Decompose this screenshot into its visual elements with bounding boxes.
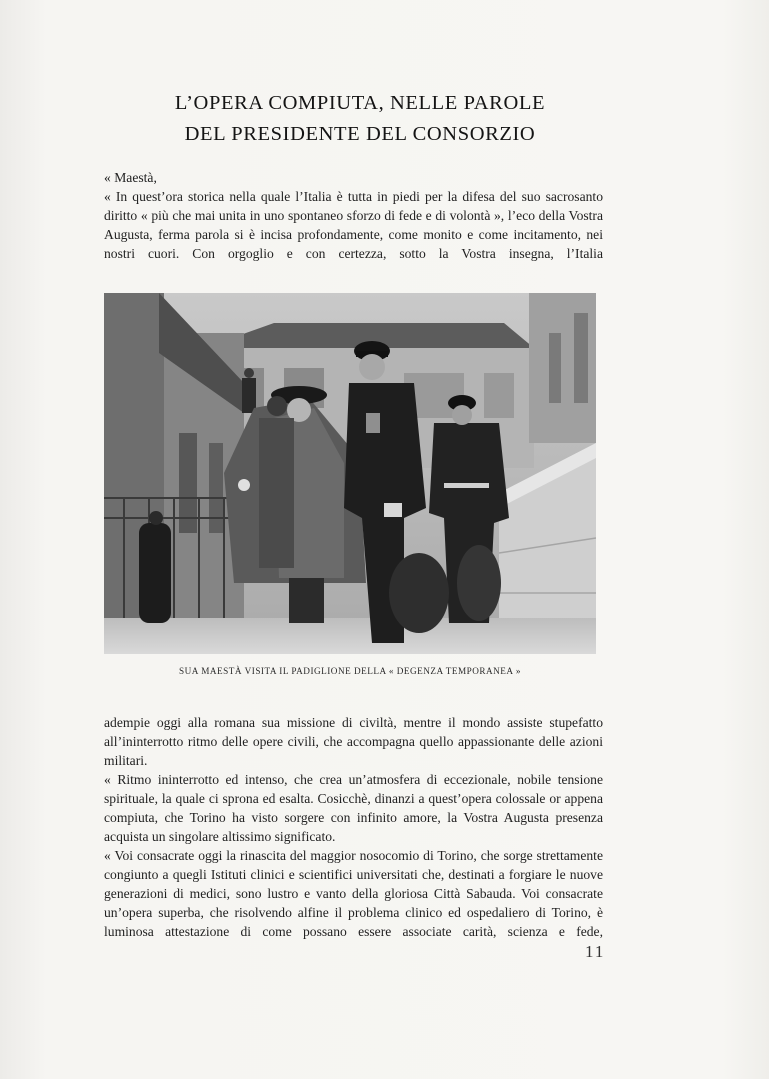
intro-paragraph: « In quest’ora storica nella quale l’Italia è tutta in piedi per la difesa del suo sacrosanto diritto « più che mai unita in uno spontaneo sforzo di fede e di volontà », l’eco della Vostra Augusta, ferma parola si è incisa profondamente, come monito e come incitamento, nei nostri cuori. Con orgoglio e con certezza, sotto la Vostra insegna, l’Italia (104, 189, 603, 261)
salutation: « Maestà, (104, 170, 157, 185)
body-text (104, 713, 603, 941)
title-line-2: DEL PRESIDENTE DEL CONSORZIO (184, 123, 536, 145)
body-paragraph-1: adempie oggi alla romana sua missione di civiltà, mentre il mondo assiste stupefatto all’ininterrotto ritmo delle opere civili, che accompagna quello appassionante delle azioni militari. (104, 715, 603, 768)
photo-illustration (104, 293, 596, 654)
title-line-1: L’OPERA COMPIUTA, NELLE PAROLE (174, 92, 546, 114)
photograph (104, 293, 596, 654)
page-title (100, 88, 620, 150)
photo-caption: SUA MAESTÀ VISITA IL PADIGLIONE DELLA « DEGENZA TEMPORANEA » (179, 666, 521, 676)
body-paragraph-2: « Ritmo ininterrotto ed intenso, che crea un’atmosfera di eccezionale, nobile tensione spirituale, la quale ci sprona ed esalta. Cosicchè, dinanzi a quest’opera colossale or appena compiuta, che Torino ha visto sorgere con infinito amore, la Vostra Augusta presenza acquista un singolare altissimo significato. (104, 772, 603, 844)
page-number: 11 (585, 942, 606, 961)
body-paragraph-3: « Voi consacrate oggi la rinascita del maggior nosocomio di Torino, che sorge strettamente congiunto a quegli Istituti clinici e scientifici universitati che, destinati a forgiare le nuove generazioni di medici, sono lustro e vanto della gloriosa Città Sabauda. Voi consacrate un’opera superba, che risolvendo alfine il problema clinico ed ospedaliero di Torino, è luminosa attestazione di come possano essere associate carità, scienza e fede, (104, 848, 603, 939)
intro-text (104, 168, 603, 263)
